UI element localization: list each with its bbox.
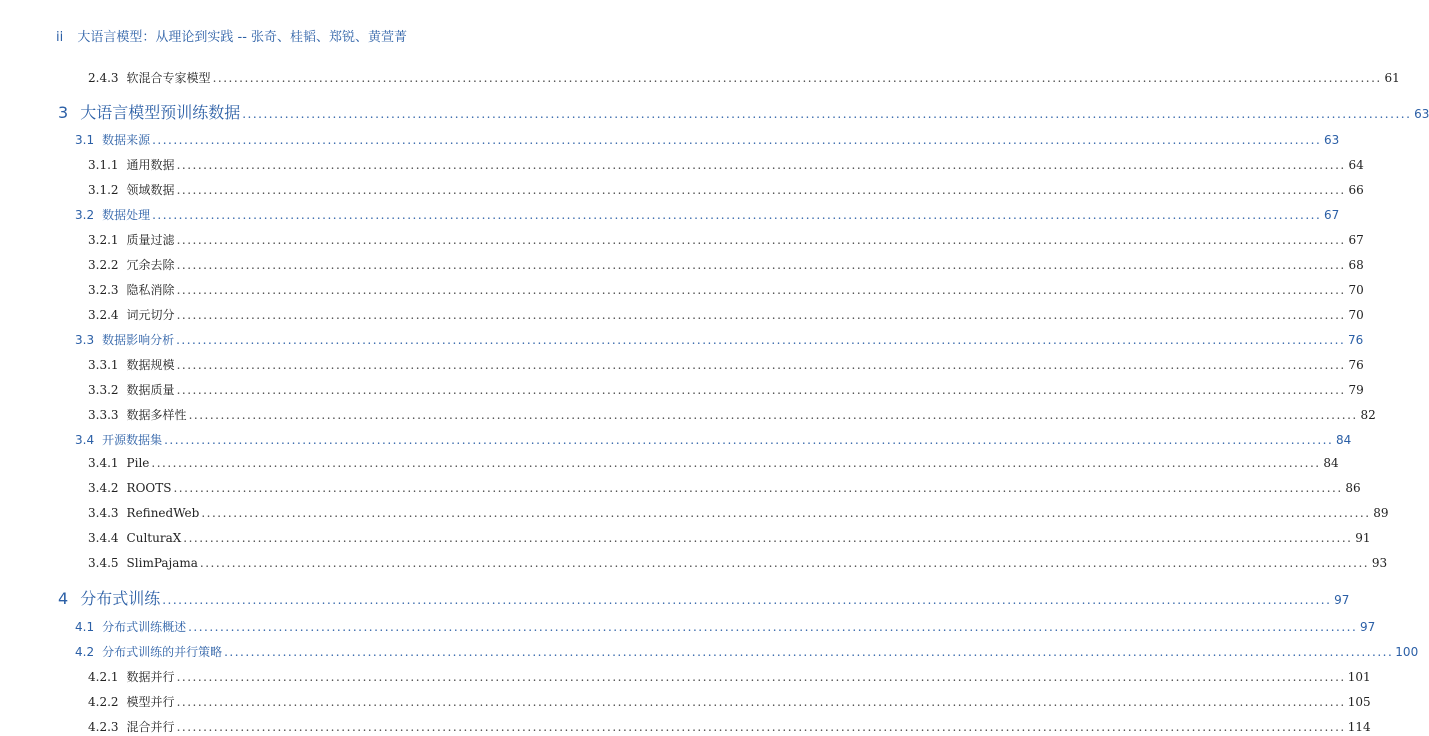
toc-leader-dots: ............................................................................................................................................................................................................................: [201, 506, 1371, 520]
toc-entry-number: 3.2.1: [88, 233, 119, 247]
toc-entry-title: 开源数据集: [102, 433, 163, 447]
toc-entry-number: 3.3.2: [88, 383, 119, 397]
toc-entry[interactable]: [0, 431, 1352, 448]
toc-entry-title: 领域数据: [126, 183, 175, 197]
toc-entry[interactable]: [0, 506, 1389, 520]
toc-entry[interactable]: [0, 69, 1400, 86]
toc-entry[interactable]: [0, 718, 1371, 735]
toc-entry[interactable]: [0, 281, 1364, 298]
toc-entry-number: 3.4.3: [88, 506, 119, 520]
toc-leader-dots: ............................................................................................................................................................................................................................: [176, 183, 1346, 197]
toc-entry-title: SlimPajama: [126, 556, 198, 570]
toc-entry-number: 3: [58, 103, 69, 122]
toc-entry[interactable]: [0, 306, 1364, 323]
toc-entry[interactable]: [0, 131, 1340, 148]
toc-entry-page: 70: [1348, 283, 1364, 297]
toc-entry[interactable]: [0, 156, 1364, 173]
toc-entry-number: 3.4.4: [88, 531, 119, 545]
toc-entry[interactable]: [0, 331, 1364, 348]
toc-entry-page: 105: [1347, 695, 1371, 709]
toc-leader-dots: ............................................................................................................................................................................................................................: [176, 333, 1346, 347]
toc-entry-page: 61: [1384, 71, 1400, 85]
toc-entry-page: 86: [1345, 481, 1361, 495]
toc-entry-title: 词元切分: [126, 308, 175, 322]
toc-leader-dots: ............................................................................................................................................................................................................................: [176, 158, 1346, 172]
toc-leader-dots: ............................................................................................................................................................................................................................: [176, 258, 1346, 272]
toc-entry[interactable]: [0, 556, 1388, 570]
toc-entry-title: ROOTS: [126, 481, 172, 495]
toc-entry-number: 4: [58, 589, 69, 608]
toc-entry-number: 4.2: [75, 645, 95, 659]
toc-entry-title: 数据影响分析: [102, 333, 175, 347]
toc-leader-dots: ............................................................................................................................................................................................................................: [188, 408, 1358, 422]
toc-entry-number: 3.2: [75, 208, 95, 222]
toc-entry-page: 82: [1360, 408, 1376, 422]
toc-leader-dots: ............................................................................................................................................................................................................................: [176, 308, 1346, 322]
toc-entry-page: 64: [1348, 158, 1364, 172]
toc-entry-title: 数据规模: [126, 358, 175, 372]
toc-entry-number: 3.1.2: [88, 183, 119, 197]
toc-leader-dots: ............................................................................................................................................................................................................................: [152, 208, 1322, 222]
toc-entry[interactable]: [0, 586, 1350, 609]
toc-entry-title: 数据并行: [126, 670, 175, 684]
toc-entry[interactable]: [0, 693, 1371, 710]
toc-entry-number: 3.3: [75, 333, 95, 347]
toc-entry[interactable]: [0, 481, 1361, 495]
toc-entry-number: 3.4: [75, 433, 95, 447]
toc-leader-dots: ............................................................................................................................................................................................................................: [164, 433, 1334, 447]
toc-entry-number: 3.4.2: [88, 481, 119, 495]
toc-entry-title: RefinedWeb: [126, 506, 200, 520]
toc-leader-dots: ............................................................................................................................................................................................................................: [212, 71, 1382, 85]
toc-entry[interactable]: [0, 531, 1371, 545]
toc-entry-page: 68: [1348, 258, 1364, 272]
toc-entry-title: 隐私消除: [126, 283, 175, 297]
toc-entry-page: 63: [1414, 107, 1429, 121]
toc-entry-title: 混合并行: [126, 720, 175, 734]
toc-entry-page: 101: [1347, 670, 1371, 684]
toc-entry-title: 分布式训练的并行策略: [102, 645, 223, 659]
toc-entry-page: 70: [1348, 308, 1364, 322]
toc-entry-title: 数据多样性: [126, 408, 187, 422]
toc-entry-title: 分布式训练概述: [102, 620, 187, 634]
toc-entry-title: CulturaX: [126, 531, 182, 545]
toc-entry-page: 67: [1324, 208, 1340, 222]
toc-entry[interactable]: [0, 256, 1364, 273]
toc-entry-page: 67: [1348, 233, 1364, 247]
toc-entry[interactable]: [0, 406, 1376, 423]
toc-entry-number: 4.2.2: [88, 695, 119, 709]
toc-entry-page: 114: [1347, 720, 1371, 734]
toc-leader-dots: ............................................................................................................................................................................................................................: [176, 283, 1346, 297]
toc-entry[interactable]: [0, 618, 1376, 635]
toc-entry[interactable]: [0, 231, 1364, 248]
toc-entry-number: 3.2.2: [88, 258, 119, 272]
toc-entry-number: 3.1: [75, 133, 95, 147]
toc-entry[interactable]: [0, 643, 1419, 660]
running-head-page-number: ii: [56, 30, 64, 45]
toc-entry-page: 63: [1324, 133, 1340, 147]
toc-entry[interactable]: [0, 356, 1364, 373]
toc-entry-number: 4.2.1: [88, 670, 119, 684]
toc-entry-number: 2.4.3: [88, 71, 119, 85]
toc-entry-title: 数据质量: [126, 383, 175, 397]
toc-entry-page: 93: [1371, 556, 1388, 570]
toc-leader-dots: ............................................................................................................................................................................................................................: [183, 531, 1353, 545]
toc-leader-dots: ............................................................................................................................................................................................................................: [152, 133, 1322, 147]
toc-leader-dots: ............................................................................................................................................................................................................................: [176, 358, 1346, 372]
toc-leader-dots: ............................................................................................................................................................................................................................: [176, 670, 1346, 684]
toc-entry-page: 66: [1348, 183, 1364, 197]
toc-leader-dots: ............................................................................................................................................................................................................................: [224, 645, 1394, 659]
toc-entry-number: 3.2.3: [88, 283, 119, 297]
toc-leader-dots: ............................................................................................................................................................................................................................: [176, 233, 1346, 247]
toc-entry-page: 76: [1348, 333, 1364, 347]
toc-entry-number: 3.3.1: [88, 358, 119, 372]
toc-entry-title: 大语言模型预训练数据: [80, 103, 241, 122]
toc-entry-title: 冗余去除: [126, 258, 175, 272]
toc-entry-page: 97: [1360, 620, 1376, 634]
toc-entry-title: 分布式训练: [80, 589, 161, 608]
toc-entry-title: 模型并行: [126, 695, 175, 709]
toc-entry-title: 数据处理: [102, 208, 151, 222]
toc-entry-title: 软混合专家模型: [126, 71, 211, 85]
toc-entry-number: 3.4.1: [88, 456, 119, 470]
toc-entry-number: 3.3.3: [88, 408, 119, 422]
toc-leader-dots: ............................................................................................................................................................................................................................: [199, 556, 1370, 570]
toc-leader-dots: ............................................................................................................................................................................................................................: [176, 695, 1346, 709]
toc-entry-number: 3.4.5: [88, 556, 119, 570]
toc-entry-page: 100: [1395, 645, 1419, 659]
toc-entry-page: 84: [1336, 433, 1352, 447]
toc-entry[interactable]: [0, 381, 1364, 398]
toc-entry-title: 通用数据: [126, 158, 175, 172]
toc-entry-number: 4.1: [75, 620, 95, 634]
toc-entry-page: 76: [1348, 358, 1364, 372]
toc-entry-page: 84: [1323, 456, 1339, 470]
toc-entry-page: 79: [1348, 383, 1364, 397]
toc-entry-title: 数据来源: [102, 133, 151, 147]
toc-leader-dots: ............................................................................................................................................................................................................................: [173, 481, 1343, 495]
toc-entry[interactable]: [0, 206, 1340, 223]
toc-entry-title: Pile: [126, 456, 150, 470]
toc-leader-dots: ............................................................................................................................................................................................................................: [188, 620, 1358, 634]
toc-entry[interactable]: [0, 456, 1339, 470]
toc-entry-number: 3.1.1: [88, 158, 119, 172]
toc-leader-dots: ............................................................................................................................................................................................................................: [242, 107, 1412, 121]
toc-entry-title: 质量过滤: [126, 233, 175, 247]
toc-entry[interactable]: [0, 668, 1371, 685]
toc-leader-dots: ............................................................................................................................................................................................................................: [151, 456, 1321, 470]
toc-leader-dots: ............................................................................................................................................................................................................................: [162, 593, 1332, 607]
running-head-title: 大语言模型：从理论到实践 -- 张奇、桂韬、郑锐、黄萱菁: [77, 30, 408, 45]
toc-entry[interactable]: [0, 100, 1429, 123]
toc-entry-page: 91: [1355, 531, 1371, 545]
toc-entry-number: 4.2.3: [88, 720, 119, 734]
toc-entry-page: 89: [1373, 506, 1389, 520]
toc-entry[interactable]: [0, 181, 1364, 198]
toc-leader-dots: ............................................................................................................................................................................................................................: [176, 720, 1346, 734]
toc-entry-number: 3.2.4: [88, 308, 119, 322]
toc-leader-dots: ............................................................................................................................................................................................................................: [176, 383, 1346, 397]
toc-entry-page: 97: [1334, 593, 1350, 607]
